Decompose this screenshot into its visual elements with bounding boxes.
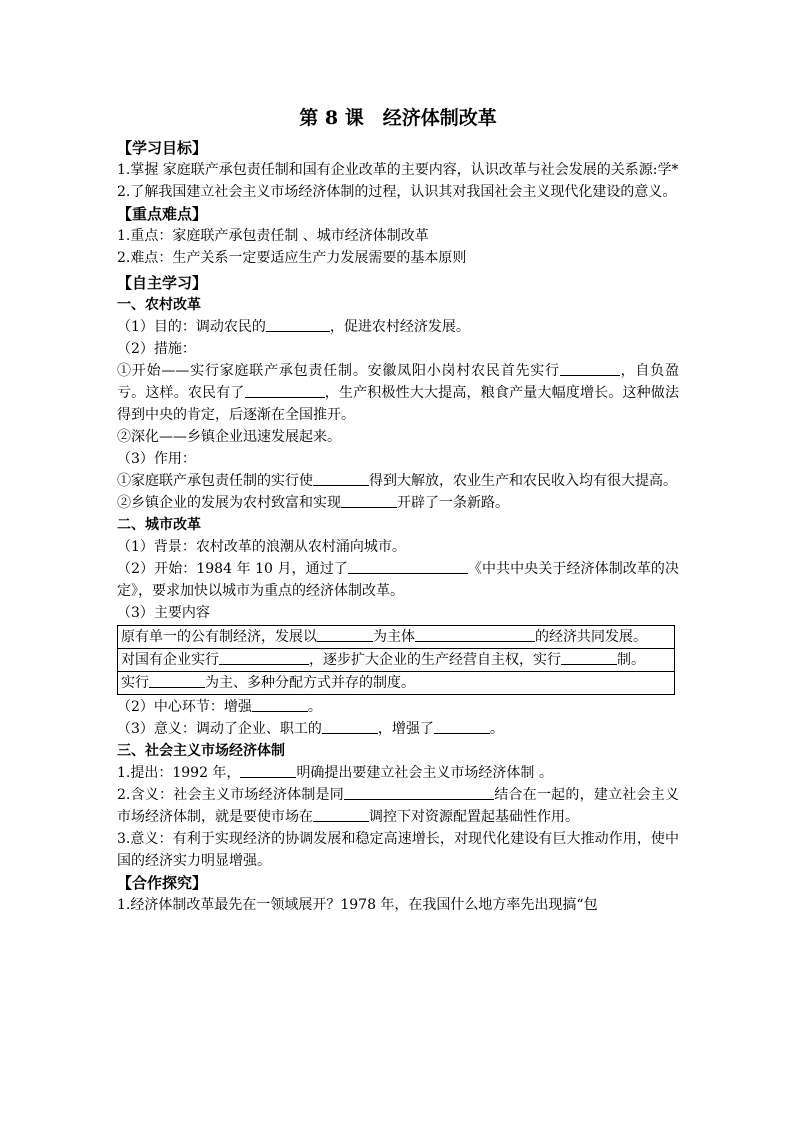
fill-blank[interactable] [560,361,620,376]
market-definition [117,784,679,828]
heading-market-economy: 三、社会主义市场经济体制 [117,743,285,759]
cooperation-question-1: 1.经济体制改革最先在一领域展开？1978 年，在我国什么地方率先出现搞“包 [117,897,598,913]
fill-blank[interactable] [252,697,308,712]
fill-blank[interactable] [341,493,397,508]
row1-text-c: 的经济共同发展。 [535,629,647,645]
rural-purpose-text-a: （1）目的：调动农民的 [117,319,266,335]
urban-background: （1）背景：农村改革的浪潮从农村涌向城市。 [117,539,406,555]
table-cell [118,626,675,649]
row2-text-a: 对国有企业实行 [121,652,219,668]
market-significance: 3.意义：有利于实现经济的协调发展和稳定高速增长，对现代化建设有巨大推动作用，使中国的经济实力明显增强。 [117,831,679,869]
fill-blank[interactable] [348,559,468,574]
rural-effect-2-text-b: 开辟了一条新路。 [397,495,509,511]
section-header-cooperation: 【合作探究】 [117,874,208,892]
section-header-goals: 【学习目标】 [117,139,208,157]
center-text-b: 。 [307,699,322,715]
fill-blank[interactable] [149,673,205,688]
goal-1: 1.掌握 家庭联产承包责任制和国有企业改革的主要内容，认识改革与社会发展的关系源:学* [117,162,679,178]
rural-effect-2 [117,492,679,514]
row2-text-b: ，逐步扩大企业的生产经营自主权，实行 [309,652,561,668]
urban-start [117,558,679,602]
meaning-text-c: 。 [489,721,504,737]
rural-start [117,360,679,426]
row2-text-c: 制。 [617,652,645,668]
urban-center-link [117,696,679,718]
rural-effect-1-text-b: 得到大解放，农业生产和农民收入均有很大提高。 [369,473,677,489]
rural-purpose [117,316,679,338]
heading-urban-reform: 二、城市改革 [117,517,201,533]
main-content-table [117,625,675,695]
section-header-self-study: 【自主学习】 [117,274,208,292]
rural-start-text-c: ，生产积极性大大提高，粮食产量大幅度增长。这种做法得到中央的肯定，后逐渐在全国推开。 [117,385,680,423]
worksheet [117,103,679,916]
row3-text-b: 为主、多种分配方式并存的制度。 [205,675,415,691]
rural-effect-2-text-a: ②乡镇企业的发展为农村致富和实现 [117,495,341,511]
urban-start-text-a: （2）开始：1984 年 10 月，通过了 [117,561,348,577]
rural-effect-1-text-a: ①家庭联产承包责任制的实行使 [117,473,313,489]
row3-text-a: 实行 [121,675,149,691]
table-cell [118,649,675,672]
rural-purpose-text-b: ，促进农村经济发展。 [329,319,470,335]
table-cell [118,672,675,695]
fill-blank[interactable] [240,763,296,778]
urban-meaning [117,718,679,740]
page-title: 第 8 课 经济体制改革 [299,107,497,129]
fill-blank[interactable] [415,627,535,642]
fill-blank[interactable] [313,471,369,486]
rural-start-text-b: ，自负盈亏。这样。农民有了 [117,363,680,401]
market-proposal-text-b: 明确提出要建立社会主义市场经济体制 。 [296,765,553,781]
rural-deepen: ②深化——乡镇企业迅速发展起来。 [117,429,341,445]
market-definition-text-b: 结合在一起的，建立社会主义市场经济体制，就是要使市场在 [117,787,680,825]
fill-blank[interactable] [266,317,330,332]
rural-effect: （3）作用： [117,451,196,467]
rural-effect-1 [117,470,679,492]
center-text-a: （2）中心环节：增强 [117,699,252,715]
fill-blank[interactable] [245,383,325,398]
heading-rural-reform: 一、农村改革 [117,297,201,313]
rural-start-text-a: ①开始——实行家庭联产承包责任制。安徽凤阳小岗村农民首先实行 [117,363,560,379]
meaning-text-b: ，增强了 [377,721,434,737]
table-row [118,626,675,649]
market-proposal-text-a: 1.提出：1992 年， [117,765,241,781]
table-row [118,649,675,672]
fill-blank[interactable] [317,627,373,642]
market-definition-text-c: 调控下对资源配置起基础性作用。 [369,809,579,825]
fill-blank[interactable] [561,650,617,665]
key-point-1: 1.重点：家庭联产承包责任制 、城市经济体制改革 [117,228,429,244]
market-definition-text-a: 2.含义：社会主义市场经济体制是同 [117,787,345,803]
key-point-2: 2.难点：生产关系一定要适应生产力发展需要的基本原则 [117,250,467,266]
row1-text-a: 原有单一的公有制经济，发展以 [121,629,317,645]
table-row [118,672,675,695]
meaning-text-a: （3）意义：调动了企业、职工的 [117,721,322,737]
urban-content-label: （3）主要内容 [117,605,210,621]
rural-measures: （2）措施： [117,341,196,357]
row1-text-b: 为主体 [373,629,415,645]
fill-blank[interactable] [322,719,378,734]
fill-blank[interactable] [434,719,490,734]
fill-blank[interactable] [313,807,369,822]
fill-blank[interactable] [219,650,309,665]
goal-2: 2.了解我国建立社会主义市场经济体制的过程，认识其对我国社会主义现代化建设的意义。 [117,184,677,200]
market-proposal [117,762,679,784]
urban-start-text-b: 《中共中央关于经济体制改革的决定》，要求加快以城市为重点的经济体制改革。 [117,561,680,599]
section-header-key-points: 【重点难点】 [117,205,208,223]
fill-blank[interactable] [344,785,494,800]
